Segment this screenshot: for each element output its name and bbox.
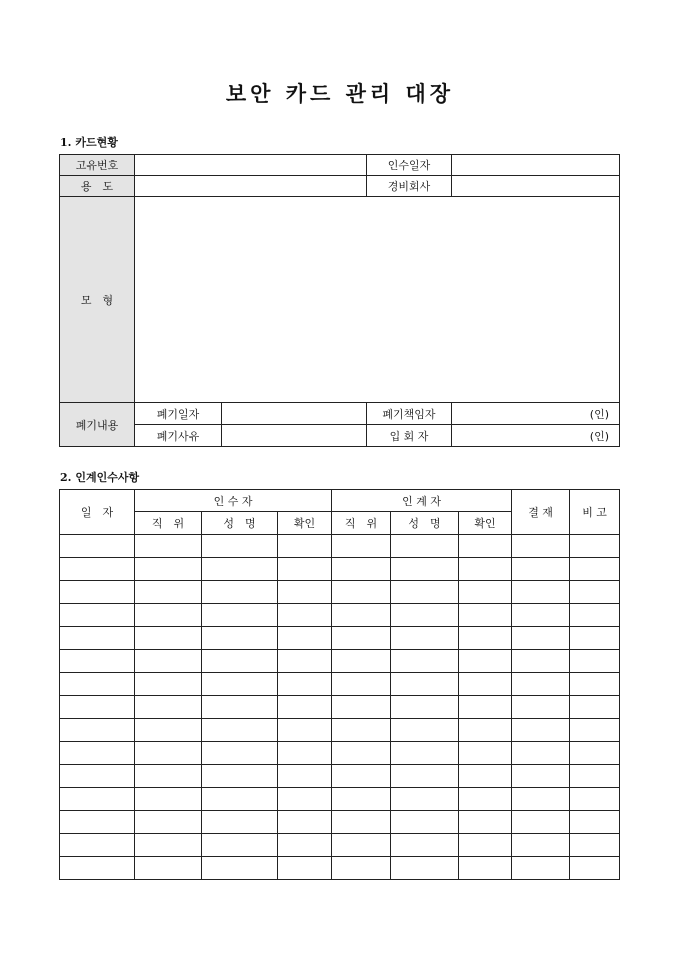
table-cell[interactable]	[332, 604, 391, 627]
transferor-header: 인 계 자	[332, 490, 512, 512]
table-cell[interactable]	[202, 535, 278, 558]
table-cell[interactable]	[202, 857, 278, 880]
purpose-label: 용 도	[60, 176, 135, 197]
table-cell[interactable]	[135, 857, 202, 880]
table-cell[interactable]	[60, 788, 135, 811]
table-cell[interactable]	[391, 788, 459, 811]
table-cell[interactable]	[512, 857, 570, 880]
table-cell[interactable]	[570, 535, 620, 558]
table-cell[interactable]	[391, 535, 459, 558]
table-cell[interactable]	[202, 604, 278, 627]
table-cell[interactable]	[202, 558, 278, 581]
disposal-reason-label: 폐기사유	[135, 425, 222, 447]
table-cell[interactable]	[278, 604, 332, 627]
table-cell[interactable]	[135, 811, 202, 834]
table-row	[60, 742, 620, 765]
table-cell[interactable]	[60, 696, 135, 719]
table-cell[interactable]	[459, 604, 512, 627]
model-image-area[interactable]	[135, 197, 620, 403]
disposal-reason-field[interactable]	[222, 425, 367, 447]
transferor-position-header: 직 위	[332, 512, 391, 535]
table-cell[interactable]	[278, 811, 332, 834]
table-cell[interactable]	[570, 673, 620, 696]
table-cell[interactable]	[60, 719, 135, 742]
unique-no-label: 고유번호	[60, 155, 135, 176]
handover-table	[59, 489, 620, 880]
receipt-date-label: 인수일자	[367, 155, 452, 176]
table-cell[interactable]	[391, 742, 459, 765]
card-status-table	[59, 154, 620, 447]
table-cell[interactable]	[512, 742, 570, 765]
table-cell[interactable]	[570, 788, 620, 811]
table-cell[interactable]	[60, 627, 135, 650]
table-row	[60, 811, 620, 834]
table-cell[interactable]	[332, 834, 391, 857]
table-cell[interactable]	[332, 857, 391, 880]
table-cell[interactable]	[570, 696, 620, 719]
table-cell[interactable]	[512, 719, 570, 742]
table-cell[interactable]	[135, 558, 202, 581]
table-cell[interactable]	[278, 627, 332, 650]
receipt-date-field[interactable]	[452, 155, 620, 176]
table-cell[interactable]	[135, 673, 202, 696]
table-cell[interactable]	[278, 788, 332, 811]
table-cell[interactable]	[332, 627, 391, 650]
table-cell[interactable]	[459, 558, 512, 581]
receiver-position-header: 직 위	[135, 512, 202, 535]
table-cell[interactable]	[570, 834, 620, 857]
approval-header: 결 재	[512, 490, 570, 535]
table-row	[60, 857, 620, 880]
table-cell[interactable]	[135, 834, 202, 857]
table-cell[interactable]	[459, 834, 512, 857]
table-cell[interactable]	[60, 742, 135, 765]
table-cell[interactable]	[202, 719, 278, 742]
table-cell[interactable]	[135, 650, 202, 673]
table-cell[interactable]	[202, 742, 278, 765]
table-cell[interactable]	[60, 834, 135, 857]
table-cell[interactable]	[135, 719, 202, 742]
table-cell[interactable]	[135, 627, 202, 650]
table-cell[interactable]	[512, 650, 570, 673]
table-row	[60, 604, 620, 627]
table-cell[interactable]	[278, 719, 332, 742]
table-cell[interactable]	[332, 696, 391, 719]
table-cell[interactable]	[202, 788, 278, 811]
table-cell[interactable]	[512, 765, 570, 788]
table-cell[interactable]	[391, 834, 459, 857]
table-cell[interactable]	[60, 581, 135, 604]
table-cell[interactable]	[332, 581, 391, 604]
table-cell[interactable]	[512, 558, 570, 581]
table-cell[interactable]	[512, 604, 570, 627]
witness-label: 입 회 자	[367, 425, 452, 447]
table-cell[interactable]	[391, 765, 459, 788]
table-cell[interactable]	[135, 765, 202, 788]
table-row	[60, 558, 620, 581]
table-cell[interactable]	[278, 696, 332, 719]
table-cell[interactable]	[512, 627, 570, 650]
table-cell[interactable]	[60, 673, 135, 696]
table-cell[interactable]	[512, 673, 570, 696]
table-cell[interactable]	[391, 558, 459, 581]
table-cell[interactable]	[570, 558, 620, 581]
table-cell[interactable]	[570, 719, 620, 742]
security-company-label: 경비회사	[367, 176, 452, 197]
disposal-date-label: 폐기일자	[135, 403, 222, 425]
table-cell[interactable]	[459, 765, 512, 788]
table-row	[60, 834, 620, 857]
table-cell[interactable]	[459, 627, 512, 650]
table-cell[interactable]	[278, 581, 332, 604]
table-cell[interactable]	[391, 857, 459, 880]
table-cell[interactable]	[570, 765, 620, 788]
table-cell[interactable]	[391, 811, 459, 834]
table-cell[interactable]	[202, 581, 278, 604]
table-cell[interactable]	[278, 535, 332, 558]
disposal-label: 폐기내용	[60, 403, 135, 447]
table-cell[interactable]	[278, 742, 332, 765]
unique-no-field[interactable]	[135, 155, 367, 176]
table-cell[interactable]	[459, 719, 512, 742]
witness-seal[interactable]: (인)	[452, 425, 620, 447]
table-cell[interactable]	[332, 742, 391, 765]
table-cell[interactable]	[278, 765, 332, 788]
table-cell[interactable]	[512, 811, 570, 834]
purpose-field[interactable]	[135, 176, 367, 197]
table-cell[interactable]	[459, 742, 512, 765]
table-cell[interactable]	[60, 650, 135, 673]
table-cell[interactable]	[202, 765, 278, 788]
table-cell[interactable]	[332, 811, 391, 834]
table-cell[interactable]	[391, 604, 459, 627]
table-cell[interactable]	[512, 696, 570, 719]
table-cell[interactable]	[60, 535, 135, 558]
table-cell[interactable]	[278, 650, 332, 673]
disposal-officer-seal[interactable]: (인)	[452, 403, 620, 425]
table-row	[60, 673, 620, 696]
table-cell[interactable]	[570, 627, 620, 650]
table-cell[interactable]	[202, 627, 278, 650]
table-row	[60, 535, 620, 558]
table-cell[interactable]	[135, 604, 202, 627]
table-cell[interactable]	[332, 673, 391, 696]
table-cell[interactable]	[278, 834, 332, 857]
table-cell[interactable]	[60, 857, 135, 880]
table-cell[interactable]	[202, 696, 278, 719]
table-cell[interactable]	[60, 811, 135, 834]
table-cell[interactable]	[332, 650, 391, 673]
table-cell[interactable]	[391, 627, 459, 650]
table-cell[interactable]	[570, 650, 620, 673]
receiver-name-header: 성 명	[202, 512, 278, 535]
table-cell[interactable]	[135, 581, 202, 604]
table-row	[60, 788, 620, 811]
table-cell[interactable]	[202, 673, 278, 696]
date-header: 일 자	[60, 490, 135, 535]
table-row	[60, 650, 620, 673]
table-cell[interactable]	[278, 558, 332, 581]
receiver-confirm-header: 확인	[278, 512, 332, 535]
table-cell[interactable]	[459, 535, 512, 558]
table-cell[interactable]	[332, 558, 391, 581]
table-cell[interactable]	[570, 742, 620, 765]
table-cell[interactable]	[512, 834, 570, 857]
table-cell[interactable]	[202, 811, 278, 834]
table-cell[interactable]	[391, 673, 459, 696]
table-cell[interactable]	[512, 788, 570, 811]
table-cell[interactable]	[332, 535, 391, 558]
table-cell[interactable]	[60, 765, 135, 788]
model-label: 모 형	[60, 197, 135, 403]
table-cell[interactable]	[391, 581, 459, 604]
table-cell[interactable]	[332, 765, 391, 788]
table-cell[interactable]	[202, 650, 278, 673]
table-cell[interactable]	[135, 535, 202, 558]
section-card-status-heading: 1. 카드현황	[60, 136, 118, 149]
table-cell[interactable]	[60, 604, 135, 627]
table-cell[interactable]	[459, 788, 512, 811]
security-company-field[interactable]	[452, 176, 620, 197]
transferor-confirm-header: 확인	[459, 512, 512, 535]
table-cell[interactable]	[391, 650, 459, 673]
table-cell[interactable]	[459, 857, 512, 880]
table-cell[interactable]	[332, 788, 391, 811]
table-cell[interactable]	[391, 696, 459, 719]
table-cell[interactable]	[202, 834, 278, 857]
table-cell[interactable]	[570, 857, 620, 880]
table-row	[60, 765, 620, 788]
table-cell[interactable]	[512, 535, 570, 558]
table-cell[interactable]	[512, 581, 570, 604]
table-cell[interactable]	[570, 604, 620, 627]
table-row	[60, 719, 620, 742]
table-cell[interactable]	[60, 558, 135, 581]
table-cell[interactable]	[459, 696, 512, 719]
table-row	[60, 581, 620, 604]
disposal-date-field[interactable]	[222, 403, 367, 425]
remarks-header: 비 고	[570, 490, 620, 535]
table-row	[60, 627, 620, 650]
disposal-officer-label: 폐기책임자	[367, 403, 452, 425]
section-handover-heading: 2. 인계인수사항	[60, 471, 140, 484]
table-cell[interactable]	[570, 581, 620, 604]
transferor-name-header: 성 명	[391, 512, 459, 535]
table-cell[interactable]	[391, 719, 459, 742]
table-cell[interactable]	[332, 719, 391, 742]
table-row	[60, 696, 620, 719]
table-cell[interactable]	[459, 581, 512, 604]
table-cell[interactable]	[570, 811, 620, 834]
table-cell[interactable]	[135, 696, 202, 719]
table-cell[interactable]	[459, 650, 512, 673]
table-cell[interactable]	[278, 673, 332, 696]
table-cell[interactable]	[459, 673, 512, 696]
table-cell[interactable]	[459, 811, 512, 834]
table-cell[interactable]	[278, 857, 332, 880]
page-title: 보안 카드 관리 대장	[225, 81, 455, 106]
receiver-header: 인 수 자	[135, 490, 332, 512]
table-cell[interactable]	[135, 788, 202, 811]
table-cell[interactable]	[135, 742, 202, 765]
